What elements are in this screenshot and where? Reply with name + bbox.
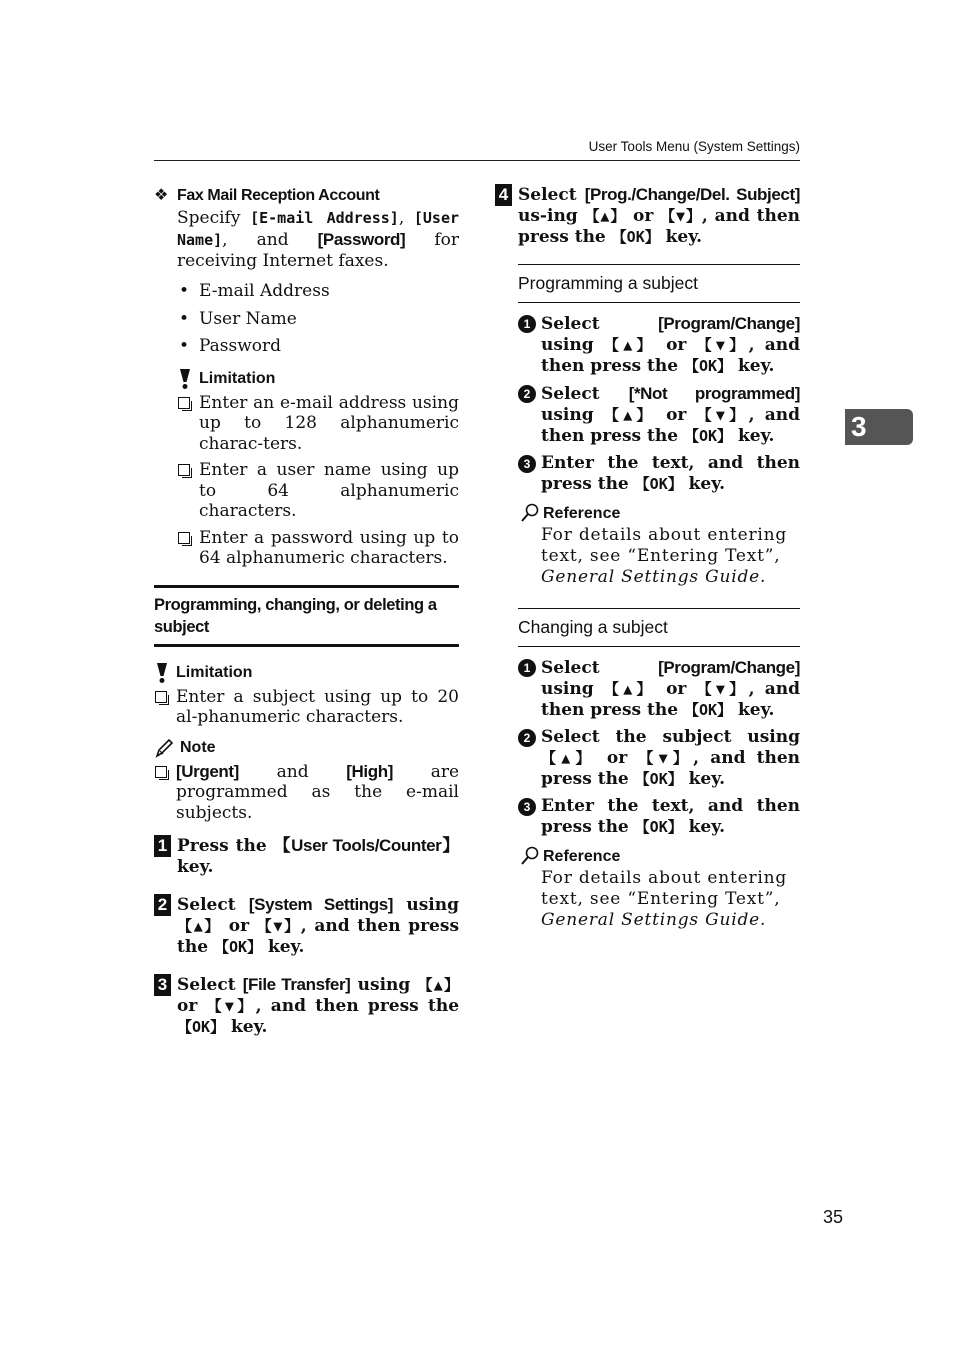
section-title: Programming, changing, or deleting a subject (154, 585, 459, 647)
note-list (154, 762, 459, 824)
reference-block (496, 501, 800, 588)
right-column (495, 184, 800, 931)
step-number: 1 (154, 835, 171, 857)
programming-subsection (518, 264, 800, 588)
subsection-title: Programming a subject (518, 264, 800, 303)
step-2: 2 Select [System Settings] using 【▲】 or 【▼】, and then press the 【OK】 key. (154, 894, 459, 958)
step-1: 1 Press the 【User Tools/Counter】 key. (154, 835, 459, 878)
key-system-settings: [System Settings] (248, 895, 394, 914)
exclamation-icon (177, 368, 193, 390)
list-item: • E-mail Address (177, 278, 459, 306)
key-ok: 【OK】 (683, 701, 733, 719)
key-urgent: [Urgent] (176, 761, 239, 781)
key-up: 【▲】 (541, 749, 596, 767)
diamond-bullet-icon: ❖ (154, 185, 169, 204)
changing-subsection (518, 608, 800, 931)
running-header (154, 136, 800, 161)
key-ok: 【OK】 (177, 1018, 226, 1036)
step-3: 3 Select [File Transfer] using 【▲】 or 【▼】, and then press the 【OK】 key. (154, 974, 459, 1038)
sub-step-2: 2 Select the subject using 【▲】 or 【▼】, and then press the 【OK】 key. (518, 727, 800, 790)
key-email-address: [E-mail Address] (250, 209, 399, 227)
exclamation-icon (154, 662, 170, 684)
guide-title: General Settings Guide. (541, 910, 767, 930)
pencil-icon (154, 737, 174, 759)
checkbox-bullet-icon (155, 766, 167, 778)
list-item: Enter an e-mail address using up to 128 alphanumeric charac-ters. (177, 393, 459, 455)
checkbox-bullet-icon (178, 532, 190, 544)
circled-number: 3 (518, 798, 536, 816)
guide-title: General Settings Guide. (541, 567, 767, 587)
chapter-tab (845, 409, 913, 445)
step-number: 2 (154, 894, 171, 916)
sub-step-1: 1 Select [Program/Change] using 【▲】 or 【▼】, and then press the 【OK】 key. (518, 313, 800, 377)
reference-text: For details about entering text, see “Entering Text”, General Settings Guide. (541, 868, 788, 930)
list-item: Enter a user name using up to 64 alphanumeric characters. (177, 460, 459, 522)
key-ok: 【OK】 (683, 357, 733, 375)
sub-step-3: 3 Enter the text, and then press the 【OK】 key. (518, 453, 800, 495)
subsection-title: Changing a subject (518, 608, 800, 647)
step-number: 3 (154, 974, 171, 996)
reference-heading: Reference (519, 501, 800, 525)
list-item: Enter a password using up to 64 alphanumeric characters. (177, 528, 459, 569)
limitation-heading: Limitation (177, 367, 459, 391)
limitation-list (177, 393, 459, 569)
key-ok: 【OK】 (213, 938, 263, 956)
item-title: Fax Mail Reception Account (177, 187, 380, 204)
key-up: 【▲】 (603, 336, 656, 354)
key-up: 【▲】 (417, 976, 460, 994)
circled-number: 2 (518, 385, 536, 403)
sub-step-3: 3 Enter the text, and then press the 【OK】 key. (518, 796, 800, 838)
checkbox-bullet-icon (178, 464, 190, 476)
circled-number: 1 (518, 315, 536, 333)
key-up: 【▲】 (603, 406, 656, 424)
running-title: User Tools Menu (System Settings) (588, 139, 800, 154)
key-ok: 【OK】 (634, 475, 683, 493)
reference-block (496, 844, 800, 931)
key-up: 【▲】 (584, 207, 627, 225)
circled-number: 1 (518, 659, 536, 677)
key-password: [Password] (317, 230, 406, 249)
circled-number: 3 (518, 455, 536, 473)
sub-step-2: 2 Select [*Not programmed] using 【▲】 or 【▼】, and then press the 【OK】 key. (518, 383, 800, 447)
bullet-list (177, 278, 459, 361)
key-user-tools-counter: 【User Tools/Counter】 (273, 836, 459, 855)
key-down: 【▼】 (638, 749, 694, 767)
list-item: [Urgent] and [High] are programmed as the e-mail subjects. (154, 762, 459, 824)
limitation-list (154, 687, 459, 728)
key-ok: 【OK】 (683, 427, 733, 445)
key-ok: 【OK】 (611, 228, 660, 246)
key-down: 【▼】 (696, 406, 749, 424)
key-down: 【▼】 (206, 997, 256, 1015)
note-heading: Note (154, 736, 459, 760)
list-item: • Password (177, 333, 459, 361)
key-not-programmed: [*Not programmed] (628, 384, 800, 403)
list-item: • User Name (177, 306, 459, 334)
key-file-transfer: [File Transfer] (242, 975, 351, 994)
key-up: 【▲】 (603, 680, 656, 698)
step-4: 4 Select [Prog./Change/Del. Subject] us-ing 【▲】 or 【▼】, and then press the 【OK】 key. (495, 184, 800, 248)
item-description: Specify [E-mail Address], [User Name], and [Password] for receiving Internet faxes. (177, 208, 460, 271)
reference-heading: Reference (519, 844, 800, 868)
checkbox-bullet-icon (178, 397, 190, 409)
key-ok: 【OK】 (634, 818, 683, 836)
step-number: 4 (495, 184, 512, 206)
key-down: 【▼】 (256, 917, 301, 935)
key-down: 【▼】 (660, 207, 702, 225)
key-prog-change-del-subject: [Prog./Change/Del. Subject] (584, 185, 800, 204)
key-down: 【▼】 (696, 680, 749, 698)
limitation-heading: Limitation (154, 661, 459, 685)
key-user-name: [User Name] (177, 209, 460, 249)
left-column (154, 184, 459, 1038)
key-program-change: [Program/Change] (658, 314, 800, 333)
key-down: 【▼】 (696, 336, 749, 354)
sub-step-1: 1 Select [Program/Change] using 【▲】 or 【▼】, and then press the 【OK】 key. (518, 657, 800, 721)
page-number: 35 (823, 1207, 844, 1227)
circled-number: 2 (518, 729, 536, 747)
list-item: Enter a subject using up to 20 al-phanumeric characters. (154, 687, 459, 728)
checkbox-bullet-icon (155, 691, 167, 703)
fax-mail-reception-item (154, 184, 459, 569)
reference-text: For details about entering text, see “Entering Text”, General Settings Guide. (541, 525, 788, 587)
key-up: 【▲】 (177, 917, 222, 935)
key-high: [High] (346, 761, 393, 781)
key-program-change: [Program/Change] (658, 658, 800, 677)
magnifier-icon (519, 502, 541, 524)
key-ok: 【OK】 (634, 770, 683, 788)
magnifier-icon (519, 845, 541, 867)
chapter-number: 3 (851, 411, 867, 442)
